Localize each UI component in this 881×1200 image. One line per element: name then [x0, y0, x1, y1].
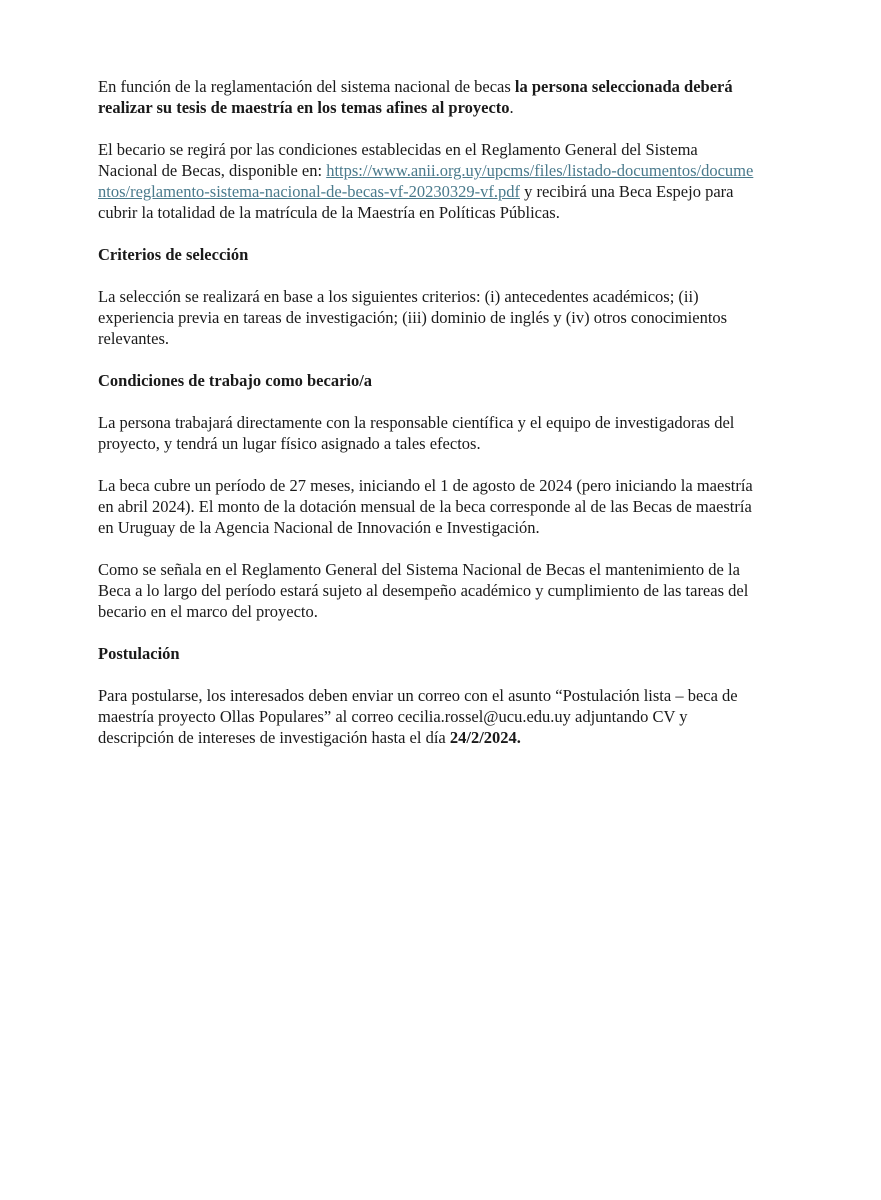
paragraph-reglamento-end: y recibirá una Beca Espejo para cubrir la totalidad de la matrícula de la Maestría en Políticas Públicas. — [98, 182, 734, 222]
heading-condiciones: Condiciones de trabajo como becario/a — [98, 371, 373, 390]
paragraph-postulacion — [98, 685, 758, 748]
document-body — [98, 76, 758, 769]
paragraph-tesis — [98, 76, 758, 118]
heading-criterios: Criterios de selección — [98, 245, 249, 264]
paragraph-trabajo: La persona trabajará directamente con la responsable científica y el equipo de investigadoras del proyecto, y tendrá un lugar físico asignado a tales efectos. — [98, 413, 735, 453]
paragraph-postulacion-text: Para postularse, los interesados deben enviar un correo con el asunto “Postulación lista – beca de maestría proyecto Ollas Populares” al correo cecilia.rossel@ucu.edu.uy adjuntando CV y descripción de intereses de investigación hasta el día — [98, 686, 738, 747]
paragraph-tesis-text: En función de la reglamentación del sistema nacional de becas — [98, 77, 515, 96]
paragraph-reglamento-text: El becario se regirá por las condiciones establecidas en el Reglamento General del Sistema Nacional de Becas, disponible en: — [98, 140, 698, 180]
heading-postulacion: Postulación — [98, 644, 180, 663]
paragraph-mantenimiento: Como se señala en el Reglamento General del Sistema Nacional de Becas el mantenimiento de la Beca a lo largo del período estará sujeto al desempeño académico y cumplimiento de las tareas del becario en el marco del proyecto. — [98, 560, 749, 621]
deadline-date: 24/2/2024. — [449, 728, 521, 747]
paragraph-reglamento — [98, 139, 758, 223]
paragraph-tesis-end: . — [509, 98, 514, 117]
paragraph-tesis-bold: la persona seleccionada deberá realizar su tesis de maestría en los temas afines al proyecto — [98, 77, 733, 117]
reglamento-link[interactable]: https://www.anii.org.uy/upcms/files/listado-documentos/documentos/reglamento-sistema-nacional-de-becas-vf-20230329-vf.pdf — [98, 161, 754, 201]
paragraph-periodo: La beca cubre un período de 27 meses, iniciando el 1 de agosto de 2024 (pero iniciando la maestría en abril 2024). El monto de la dotación mensual de la beca corresponde al de las Becas de maestría en Uruguay de la Agencia Nacional de Innovación e Investigación. — [98, 476, 753, 537]
paragraph-criterios: La selección se realizará en base a los siguientes criterios: (i) antecedentes académicos; (ii) experiencia previa en tareas de investigación; (iii) dominio de inglés y (iv) otros conocimientos relevantes. — [98, 287, 728, 348]
